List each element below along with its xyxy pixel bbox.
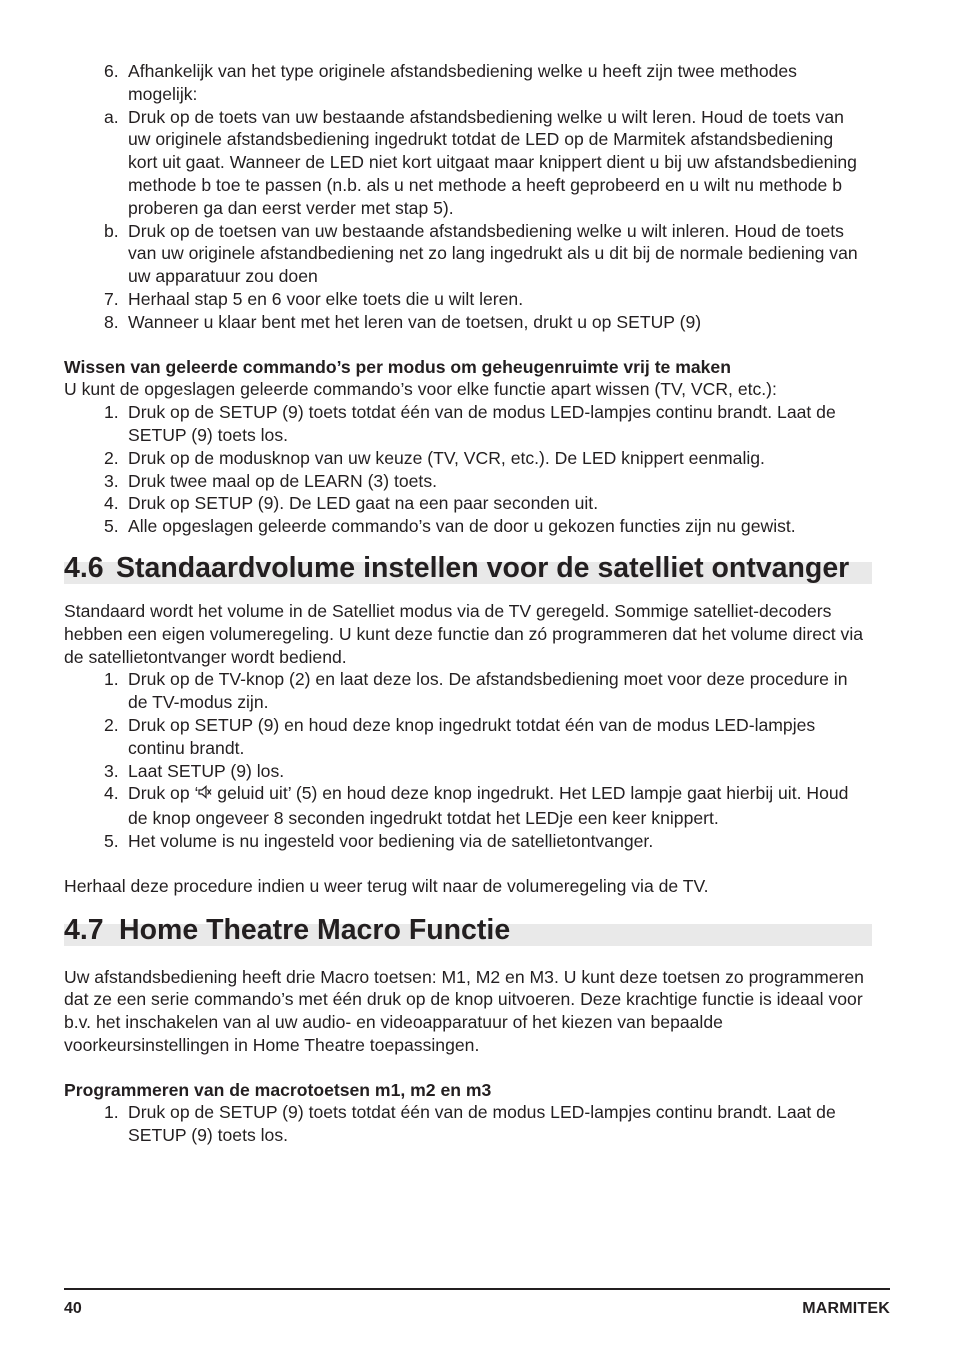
list-item-text: Druk op de SETUP (9) toets totdat één van de modus LED-lampjes continu brandt. Laat de SETUP (9) toets los. xyxy=(128,1102,836,1146)
list-marker: 6. xyxy=(104,61,119,81)
list-marker: 2. xyxy=(104,447,119,468)
list-a xyxy=(64,60,864,334)
section-title: Home Theatre Macro Functie xyxy=(119,913,511,946)
page-content xyxy=(64,60,864,1147)
list-marker: 8. xyxy=(104,311,119,332)
list-item xyxy=(64,760,864,783)
list-item xyxy=(64,782,864,830)
speaker-mute-icon xyxy=(198,784,212,807)
list-item-text: Druk op de SETUP (9) toets totdat één van de modus LED-lampjes continu brandt. Laat de SETUP (9) toets los. xyxy=(128,402,836,445)
list-item xyxy=(64,220,864,288)
list-item-text: Alle opgeslagen geleerde commando’s van de door u gekozen functies zijn nu gewist. xyxy=(128,516,796,537)
list-item xyxy=(64,714,864,760)
list-item-text: Laat SETUP (9) los. xyxy=(128,760,285,781)
list-marker: 4. xyxy=(104,493,119,514)
list-item xyxy=(64,492,864,515)
list-item xyxy=(64,447,864,470)
brand-name: MARMITEK xyxy=(802,1300,890,1317)
list-item-text: Druk op SETUP (9) en houd deze knop ingedrukt totdat één van de modus LED-lampjes continu brandt. xyxy=(128,714,816,758)
list-item xyxy=(64,311,864,334)
list-marker: 4. xyxy=(104,783,119,804)
section-46-steps xyxy=(64,668,864,852)
list-marker: 3. xyxy=(104,470,119,491)
section-number: 4.6 xyxy=(64,551,104,584)
footer-rule xyxy=(64,1288,890,1290)
list-item-text: Druk twee maal op de LEARN (3) toets. xyxy=(128,470,437,491)
step-text-before: Druk op ‘ xyxy=(128,783,199,804)
list-marker: b. xyxy=(104,220,119,241)
list-marker: 3. xyxy=(104,760,119,781)
section-heading-4-7 xyxy=(64,913,864,946)
section-46-intro: Standaard wordt het volume in de Satelliet modus via de TV geregeld. Sommige satelliet-decoders hebben een eigen volumeregeling. U kunt deze functie dan zó programmeren dat het volume direct via de satellietontvanger wordt bediend. xyxy=(64,600,864,667)
list-item-text: Druk op de toets van uw bestaande afstandsbediening welke u wilt leren. Houd de toets van uw originele afstandsbediening ingedrukt totdat de LED op de Marmitek afstandsbediening kort uit gaat. Wanneer de LED niet kort uitgaat maar knippert dient u bij uw afstandsbediening methode b toe te passen (n.b. als u net methode a heeft geprobeerd en u wilt nu methode b proberen ga dan eerst verder met stap 5). xyxy=(128,106,857,218)
wissen-heading: Wissen van geleerde commando’s per modus om geheugenruimte vrij te maken xyxy=(64,356,731,377)
list-item xyxy=(64,106,864,220)
section-47-steps xyxy=(64,1101,864,1147)
list-marker: 1. xyxy=(104,669,119,690)
section-heading-4-6 xyxy=(64,551,864,584)
section-number: 4.7 xyxy=(64,913,104,946)
wissen-steps xyxy=(64,401,864,538)
list-item-text: Wanneer u klaar bent met het leren van de toetsen, drukt u op SETUP (9) xyxy=(128,311,702,332)
page-number: 40 xyxy=(64,1300,82,1317)
list-item-text: Druk op de TV-knop (2) en laat deze los. De afstandsbediening moet voor deze procedure in de TV-modus zijn. xyxy=(128,669,848,713)
list-marker: 5. xyxy=(104,516,119,537)
list-marker: 1. xyxy=(104,402,119,423)
list-item-text: Druk op de toetsen van uw bestaande afstandsbediening welke u wilt inleren. Houd de toets van uw originele afstandbediening net zo lang ingedrukt als u dit bij de normale bediening van uw apparatuur zou doen xyxy=(128,220,858,287)
list-item-text: Afhankelijk van het type originele afstandsbediening welke u heeft zijn twee methodes mogelijk: xyxy=(128,61,797,104)
list-marker: 7. xyxy=(104,288,119,309)
list-item xyxy=(64,515,864,538)
list-item xyxy=(64,470,864,493)
list-item xyxy=(64,1101,864,1147)
list-marker: 5. xyxy=(104,830,119,851)
list-item xyxy=(64,401,864,447)
list-marker: 1. xyxy=(104,1102,119,1123)
wissen-intro: U kunt de opgeslagen geleerde commando’s voor elke functie apart wissen (TV, VCR, etc.): xyxy=(64,379,777,400)
list-marker: a. xyxy=(104,106,119,127)
list-item-text: Herhaal stap 5 en 6 voor elke toets die u wilt leren. xyxy=(128,288,524,309)
list-item-text: Druk op SETUP (9). De LED gaat na een paar seconden uit. xyxy=(128,493,599,514)
list-item xyxy=(64,288,864,311)
section-title: Standaardvolume instellen voor de satelliet ontvanger xyxy=(116,551,850,584)
step-text-after: geluid uit’ (5) en houd deze knop ingedrukt. Het LED lampje gaat hierbij uit. Houd de knop ongeveer 8 seconden ingedrukt totdat het LEDje een keer knippert. xyxy=(128,783,849,829)
list-item-text: Druk op de modusknop van uw keuze (TV, VCR, etc.). De LED knippert eenmalig. xyxy=(128,447,765,468)
list-item xyxy=(64,60,864,106)
list-item xyxy=(64,830,864,853)
section-47-intro: Uw afstandsbediening heeft drie Macro toetsen: M1, M2 en M3. U kunt deze toetsen zo programmeren dat ze een serie commando’s met één druk op de knop uitvoeren. Deze krachtige functie is ideaal voor b.v. het inschakelen van al uw audio- en videoapparatuur of het kiezen van bepaalde voorkeursinstellingen in Home Theatre toepassingen. xyxy=(64,966,864,1055)
list-marker: 2. xyxy=(104,714,119,735)
list-item xyxy=(64,668,864,714)
list-item-text: Het volume is nu ingesteld voor bediening via de satellietontvanger. xyxy=(128,830,654,851)
section-47-subheading: Programmeren van de macrotoetsen m1, m2 en m3 xyxy=(64,1079,492,1100)
section-46-outro: Herhaal deze procedure indien u weer terug wilt naar de volumeregeling via de TV. xyxy=(64,875,709,896)
